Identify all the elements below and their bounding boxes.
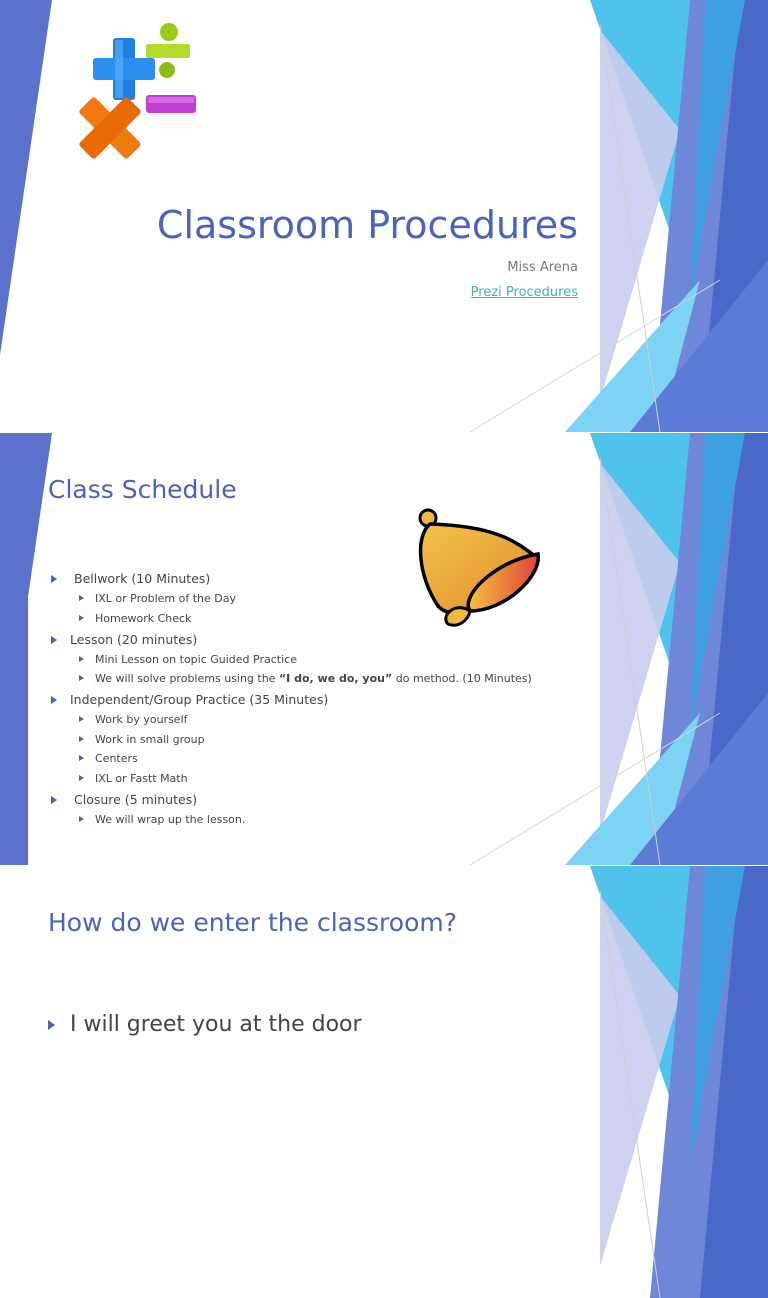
math-symbols-icon bbox=[68, 20, 203, 165]
list-item: Homework Check bbox=[48, 611, 548, 632]
list-item: Lesson (20 minutes) bbox=[48, 632, 548, 652]
schedule-list bbox=[48, 571, 548, 832]
list-item: Work by yourself bbox=[48, 712, 548, 732]
bullet-arrow-icon bbox=[79, 775, 84, 781]
bullet-arrow-icon bbox=[79, 716, 84, 722]
bullet-arrow-icon bbox=[79, 736, 84, 742]
bullet-arrow-icon bbox=[79, 656, 84, 662]
slide-title bbox=[0, 0, 768, 432]
presentation-title: Classroom Procedures bbox=[156, 203, 578, 247]
slide-class-schedule bbox=[0, 433, 768, 865]
bullet-arrow-icon bbox=[51, 575, 57, 583]
author-name: Miss Arena bbox=[507, 260, 578, 275]
list-item: IXL or Fastt Math bbox=[48, 771, 548, 792]
slide-title-class-schedule: Class Schedule bbox=[48, 475, 237, 504]
bullet-arrow-icon bbox=[79, 675, 84, 681]
list-item: Independent/Group Practice (35 Minutes) bbox=[48, 692, 548, 712]
list-item: Closure (5 minutes) bbox=[48, 792, 548, 812]
list-item: Mini Lesson on topic Guided Practice bbox=[48, 652, 548, 672]
bullet-arrow-icon bbox=[51, 636, 57, 644]
list-item: Centers bbox=[48, 751, 548, 771]
list-item: IXL or Problem of the Day bbox=[48, 591, 548, 611]
bullet-arrow-icon bbox=[79, 595, 84, 601]
bullet-arrow-icon bbox=[79, 615, 84, 621]
bullet-arrow-icon bbox=[48, 1020, 55, 1030]
slide-enter-classroom bbox=[0, 866, 768, 1037]
prezi-procedures-link[interactable]: Prezi Procedures bbox=[470, 285, 578, 300]
list-item: Bellwork (10 Minutes) bbox=[48, 571, 548, 591]
list-item: We will wrap up the lesson. bbox=[48, 812, 548, 832]
bullet-arrow-icon bbox=[79, 816, 84, 822]
list-item: I will greet you at the door bbox=[48, 1012, 362, 1037]
list-item: We will solve problems using the “I do, we do, you” do method. (10 Minutes) bbox=[48, 671, 548, 692]
slide-title-enter-classroom: How do we enter the classroom? bbox=[48, 908, 457, 937]
bullet-arrow-icon bbox=[79, 755, 84, 761]
list-item: Work in small group bbox=[48, 732, 548, 752]
bullet-arrow-icon bbox=[51, 796, 57, 804]
bullet-arrow-icon bbox=[51, 696, 57, 704]
